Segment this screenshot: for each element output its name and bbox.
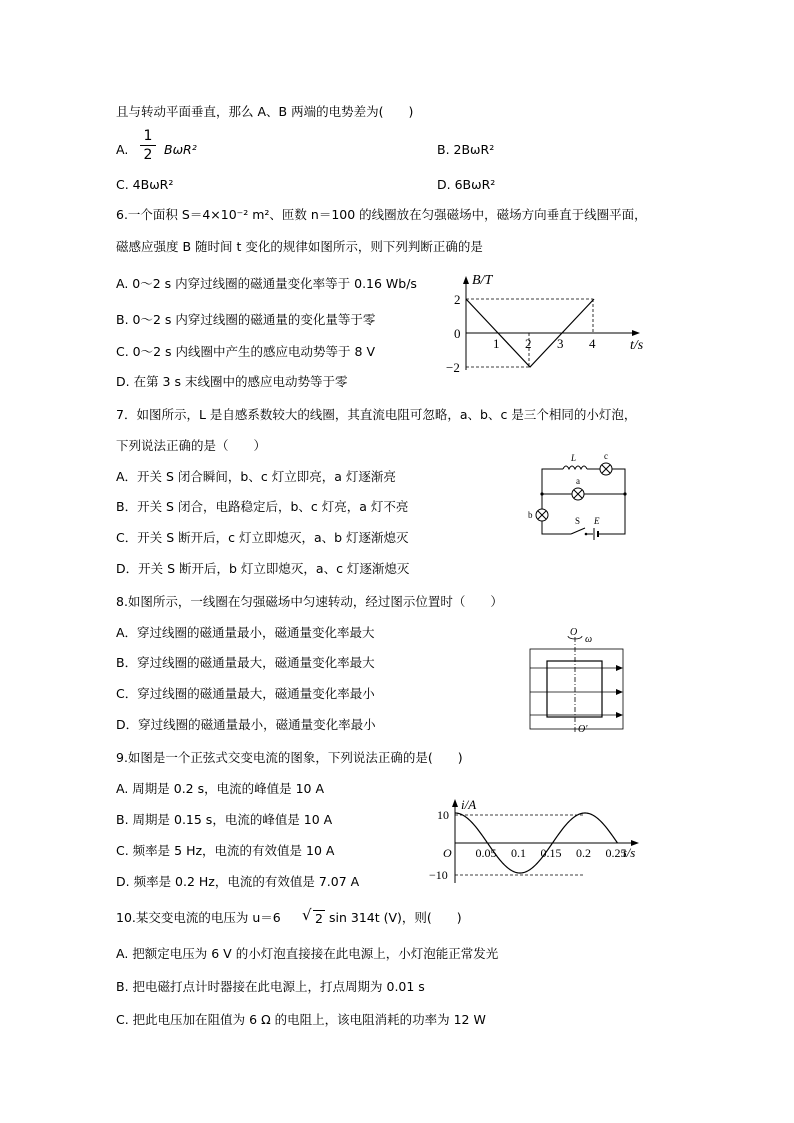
q9-y-tick-neg: −10 — [429, 868, 448, 882]
q9-current-graph — [425, 795, 655, 890]
q10-option-b: B. 把电磁打点计时器接在此电源上，打点周期为 0.01 s — [116, 979, 425, 994]
switch-contact — [585, 533, 588, 536]
q6-x-tick-1: 1 — [493, 336, 500, 351]
q9-x-label: t/s — [623, 845, 636, 860]
q8-option-a: A．穿过线圈的磁通量最小，磁通量变化率最大 — [116, 625, 375, 640]
q9-option-d: D. 频率是 0.2 Hz，电流的有效值是 7.07 A — [116, 874, 360, 889]
q6-stem-line2: 磁感应强度 B 随时间 t 变化的规律如图所示，则下列判断正确的是 — [116, 239, 483, 254]
junction-dot-right — [623, 492, 626, 495]
q7-wire-right — [598, 494, 625, 534]
q9-option-c: C. 频率是 5 Hz，电流的有效值是 10 A — [116, 843, 335, 858]
q6-option-d: D. 在第 3 s 末线圈中的感应电动势等于零 — [116, 374, 348, 389]
q7-option-c: C．开关 S 断开后，c 灯立即熄灭，a、b 灯逐渐熄灭 — [116, 530, 409, 545]
q8-label-omega: ω — [585, 634, 593, 645]
q6-option-b: B. 0～2 s 内穿过线圈的磁通量的变化量等于零 — [116, 312, 376, 327]
q7-label-c: c — [604, 451, 608, 461]
lamp-c-cross — [602, 465, 610, 473]
q7-label-b: b — [528, 510, 533, 520]
q6-y-label: B/T — [472, 273, 493, 288]
junction-dot-left — [540, 492, 543, 495]
lamp-b-cross — [538, 511, 546, 519]
fraction-denominator: 2 — [143, 147, 153, 163]
q6-bt-graph — [440, 268, 660, 378]
q8-stem: 8.如图所示，一线圈在匀强磁场中匀速转动，经过图示位置时（ ） — [116, 594, 503, 609]
field-lines — [530, 668, 618, 715]
q6-x-tick-4: 4 — [589, 336, 596, 351]
q9-y-arrow — [452, 799, 458, 807]
field-arrow-1 — [616, 665, 623, 671]
q5-option-a-label: A. — [116, 142, 129, 157]
q7-label-L: L — [571, 453, 577, 463]
q7-wire-top3 — [612, 469, 625, 494]
q9-x-tick-label: 0.05 — [475, 846, 497, 860]
q7-label-a: a — [576, 476, 580, 486]
q6-option-a: A. 0～2 s 内穿过线圈的磁通量变化率等于 0.16 Wb/s — [116, 276, 417, 291]
q6-x-tick-3: 3 — [557, 336, 564, 351]
inductor-coil-icon — [563, 466, 587, 469]
q10-sqrt-value: 2 — [315, 911, 323, 926]
q6-x-label: t/s — [630, 338, 644, 353]
q7-wire-top — [542, 469, 563, 494]
q8-option-b: B．穿过线圈的磁通量最大，磁通量变化率最大 — [116, 655, 375, 670]
q8-option-c: C．穿过线圈的磁通量最大，磁通量变化率最小 — [116, 686, 375, 701]
q9-option-a: A. 周期是 0.2 s，电流的峰值是 10 A — [116, 781, 325, 796]
q6-y-tick-neg: −2 — [446, 360, 460, 375]
q7-circuit-diagram — [525, 447, 635, 542]
q7-option-b: B．开关 S 闭合，电路稳定后，b、c 灯亮，a 灯不亮 — [116, 499, 409, 514]
q10-option-c: C. 把此电压加在阻值为 6 Ω 的电阻上，该电阻消耗的功率为 12 W — [116, 1012, 486, 1027]
fraction-bar — [140, 145, 156, 146]
q8-coil — [547, 661, 602, 717]
q6-stem-line1: 6.一个面积 S＝4×10⁻² m²、匝数 n＝100 的线圈放在匀强磁场中，磁场方向垂直于线圈平面， — [116, 207, 647, 222]
q6-x-arrow — [632, 330, 640, 336]
q10-sqrt-symbol: √ — [302, 906, 312, 924]
q8-label-O: O — [570, 627, 578, 638]
q6-x-tick-2: 2 — [525, 336, 532, 351]
fraction-numerator: 1 — [143, 128, 153, 144]
q5-option-a-text: BωR² — [164, 142, 197, 157]
q7-wire-left2 — [542, 521, 571, 534]
q6-option-c: C. 0～2 s 内线圈中产生的感应电动势等于 8 V — [116, 344, 375, 359]
q9-option-b: B. 周期是 0.15 s，电流的峰值是 10 A — [116, 812, 333, 827]
q9-y-tick-pos: 10 — [437, 808, 449, 822]
q9-x-tick-label: 0.2 — [576, 846, 591, 860]
q6-y-tick-pos: 2 — [454, 292, 461, 307]
q5-option-a-fraction — [140, 128, 156, 163]
q8-coil-figure — [530, 625, 625, 735]
q6-origin-label: 0 — [454, 326, 461, 341]
q9-x-tick-label: 0.25 — [605, 846, 627, 860]
switch-icon — [571, 528, 585, 534]
q7-stem-line1: 7．如图所示，L 是自感系数较大的线圈，其直流电阻可忽略，a、b、c 是三个相同的小灯泡， — [116, 407, 637, 422]
q10-option-a: A. 把额定电压为 6 V 的小灯泡直接接在此电源上，小灯泡能正常发光 — [116, 946, 499, 961]
q9-origin-label: O — [443, 846, 452, 860]
q5-option-c: C. 4BωR² — [116, 177, 174, 192]
q10-stem-part2: sin 314t (V)，则( ) — [329, 910, 462, 925]
q7-label-E: E — [594, 516, 600, 526]
q9-x-tick-label: 0.15 — [540, 846, 562, 860]
q7-label-S: S — [575, 516, 581, 526]
q8-label-O-prime: O′ — [578, 724, 588, 735]
q5-stem: 且与转动平面垂直，那么 A、B 两端的电势差为( ) — [116, 104, 414, 119]
q7-option-d: D．开关 S 断开后，b 灯立即熄灭，a、c 灯逐渐熄灭 — [116, 561, 410, 576]
q5-option-d: D. 6BωR² — [437, 177, 496, 192]
q5-option-b: B. 2BωR² — [437, 142, 495, 157]
q9-stem: 9.如图是一个正弦式交变电流的图象，下列说法正确的是( ) — [116, 750, 463, 765]
q6-y-arrow — [463, 276, 469, 284]
q7-option-a: A．开关 S 闭合瞬间，b、c 灯立即亮，a 灯逐渐亮 — [116, 469, 396, 484]
lamp-a-cross — [574, 490, 582, 498]
q7-stem-line2: 下列说法正确的是（ ） — [116, 438, 267, 453]
q9-y-label: i/A — [461, 797, 477, 812]
field-arrow-2 — [616, 689, 623, 695]
field-arrow-3 — [616, 712, 623, 718]
q10-stem-part1: 10.某交变电流的电压为 u＝6 — [116, 910, 281, 925]
q8-option-d: D．穿过线圈的磁通量最小，磁通量变化率最小 — [116, 717, 376, 732]
q9-x-tick-label: 0.1 — [511, 846, 526, 860]
